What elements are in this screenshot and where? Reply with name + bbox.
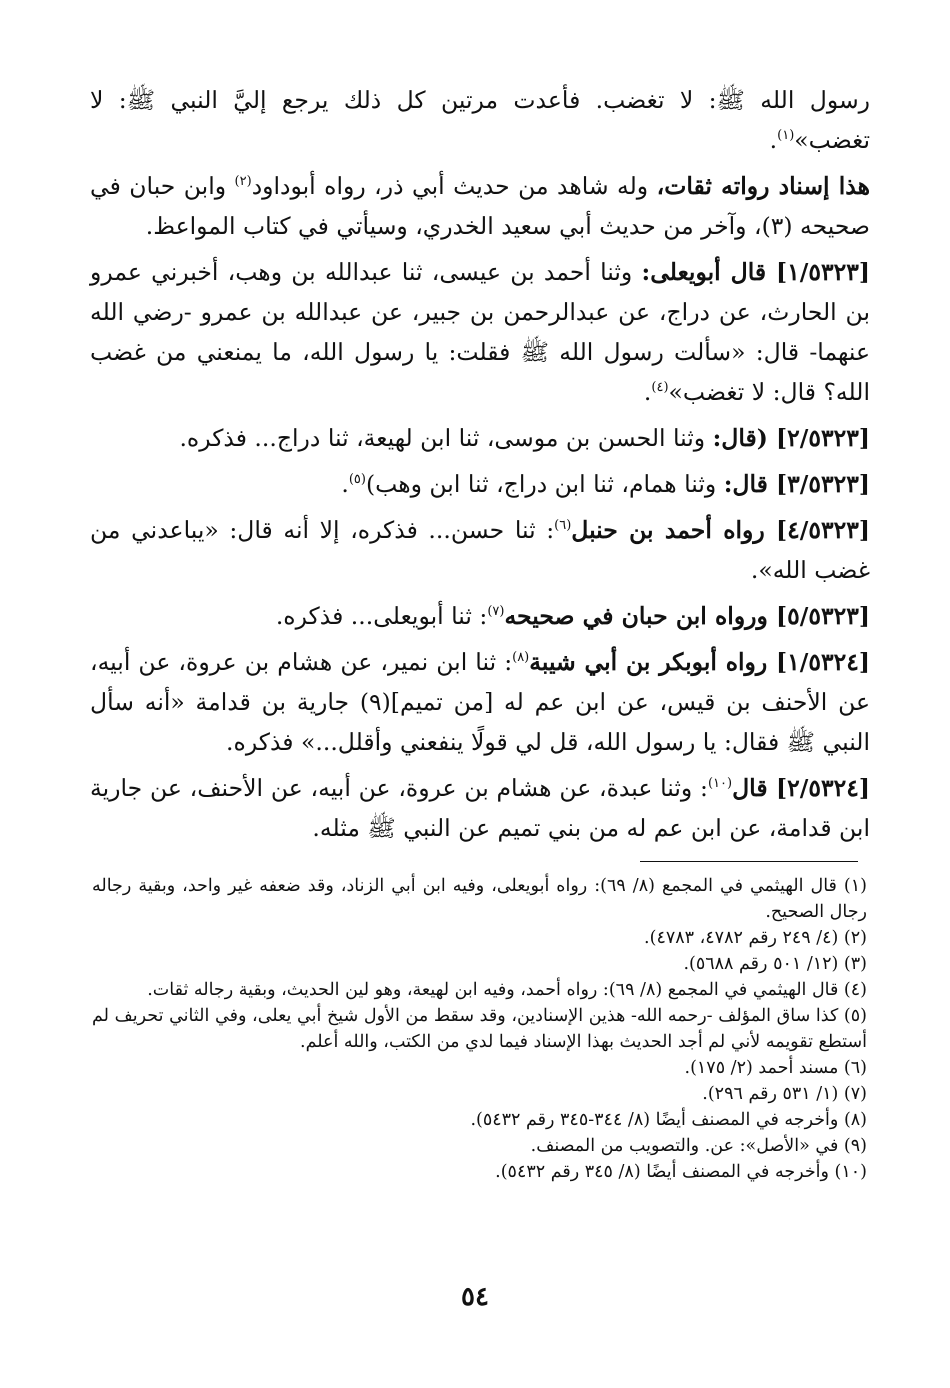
paragraph-2 [90, 166, 870, 246]
footnote-marker[interactable]: (٧) [487, 604, 505, 620]
footnote-marker[interactable]: (٦) [554, 518, 572, 534]
hadith-text: وثنا همام، ثنا ابن دراج، ثنا ابن وهب) [365, 470, 724, 498]
hadith-text: وثنا الحسن بن موسى، ثنا ابن لهيعة، ثنا دراج... فذكره. [179, 424, 713, 452]
hadith-4-5323 [90, 510, 870, 590]
footnote-7: (٧) (١/ ٥٣١ رقم ٢٩٦). [702, 1084, 867, 1104]
footnote-3: (٣) (١٢/ ٥٠١ رقم ٥٦٨٨). [683, 954, 867, 974]
hadith-reference: [٢/٥٣٢٣] (قال: [712, 424, 870, 452]
hadith-tail: : وثنا عبدة، عن هشام بن عروة، عن أبيه، عن الأحنف، عن جارية ابن قدامة، عن ابن عم له من بني تميم عن النبي ﷺ مثله. [90, 774, 870, 842]
hadith-tail: : ثنا ابن نمير، عن هشام بن عروة، عن أبيه، عن الأحنف بن قيس، عن ابن عم له [من تميم](٩) جارية بن قدامة «أنه سأل النبي ﷺ فقال: يا رسول الله، قل لي قولًا ينفعني وأقلل...» فذكره. [90, 648, 870, 756]
page-number: ٥٤ [461, 1282, 489, 1312]
hadith-text: وثنا أحمد بن عيسى، ثنا عبدالله بن وهب، أخبرني عمرو بن الحارث، عن دراج، عن عبدالرحمن بن جبير، عن عبدالله بن عمرو -رضي الله عنهما- قال: «سألت رسول الله ﷺ فقلت: يا رسول الله، ما يمنعني من غضب الله؟ قال: لا تغضب» [90, 258, 870, 406]
hadith-tail: . [643, 378, 652, 406]
footnote-2: (٢) (٤/ ٢٤٩ رقم ٤٧٨٢، ٤٧٨٣). [644, 928, 867, 948]
hadith-reference: [٣/٥٣٢٣] قال: [723, 470, 870, 498]
footnote-marker[interactable]: (١) [777, 128, 795, 144]
footnote-6: (٦) مسند أحمد (٢/ ١٧٥). [684, 1058, 867, 1078]
hadith-reference: [٥/٥٣٢٣] ورواه ابن حبان في صحيحه [504, 602, 870, 630]
footnote-marker[interactable]: (١٠) [707, 776, 733, 792]
paragraph-lead: هذا إسناد رواته ثقات، [656, 172, 870, 200]
hadith-reference: [٤/٥٣٢٣] رواه أحمد بن حنبل [571, 516, 870, 544]
hadith-2-5323 [90, 418, 870, 458]
hadith-reference: [١/٥٣٢٣] قال أبويعلى: [641, 258, 870, 286]
footnote-9: (٩) في «الأصل»: عن. والتصويب من المصنف. [530, 1136, 867, 1156]
footnote-10: (١٠) وأخرجه في المصنف أيضًا (٨/ ٣٤٥ رقم ٥٤٣٢). [495, 1162, 867, 1182]
hadith-3-5323 [90, 464, 870, 504]
footnote-separator [640, 861, 858, 862]
paragraph-text: وله شاهد من حديث أبي ذر، رواه أبوداود [251, 172, 657, 200]
hadith-reference: [١/٥٣٢٤] رواه أبوبكر بن أبي شيبة [529, 648, 870, 676]
paragraph-tail: وابن حبان في صحيحه (٣)، وآخر من حديث أبي سعيد الخدري، وسيأتي في كتاب المواعظ. [90, 172, 870, 240]
hadith-1-5324 [90, 642, 870, 762]
footnote-marker[interactable]: (٢) [234, 174, 252, 190]
footnotes [92, 873, 867, 1185]
footnote-marker[interactable]: (٥) [348, 472, 366, 488]
footnote-4: (٤) قال الهيثمي في المجمع (٨/ ٦٩): رواه أحمد، وفيه ابن لهيعة، وهو لين الحديث، وبقية رجاله ثقات. [147, 980, 867, 1000]
paragraph-tail: . [769, 126, 778, 154]
hadith-5-5323 [90, 596, 870, 636]
hadith-tail: : ثنا أبويعلى... فذكره. [275, 602, 488, 630]
paragraph-1 [90, 80, 870, 160]
footnote-5: (٥) كذا ساق المؤلف -رحمه الله- هذين الإسنادين، وقد سقط من الأول شيخ أبي يعلى، وفي الثاني تحريف لم أستطع تقويمه لأني لم أجد الحديث بهذا الإسناد فيما لدي من الكتب، والله أعلم. [92, 1006, 867, 1052]
footnote-1: (١) قال الهيثمي في المجمع (٨/ ٦٩): رواه أبويعلى، وفيه ابن أبي الزناد، وقد ضعفه غير واحد، وبقية رجاله رجال الصحيح. [92, 876, 867, 922]
hadith-2-5324 [90, 768, 870, 848]
paragraph-text: رسول الله ﷺ: لا تغضب. فأعدت مرتين كل ذلك يرجع إليَّ النبي ﷺ: لا تغضب» [90, 86, 870, 154]
main-text [90, 80, 870, 854]
hadith-1-5323 [90, 252, 870, 412]
footnote-marker[interactable]: (٤) [651, 380, 669, 396]
footnote-8: (٨) وأخرجه في المصنف أيضًا (٨/ ٣٤٤-٣٤٥ رقم ٥٤٣٢). [470, 1110, 867, 1130]
hadith-tail: : ثنا حسن... فذكره، إلا أنه قال: «يباعدني من غضب الله». [90, 516, 870, 584]
hadith-reference: [٢/٥٣٢٤] قال [732, 774, 870, 802]
hadith-tail: . [341, 470, 349, 498]
footnote-marker[interactable]: (٨) [512, 650, 530, 666]
